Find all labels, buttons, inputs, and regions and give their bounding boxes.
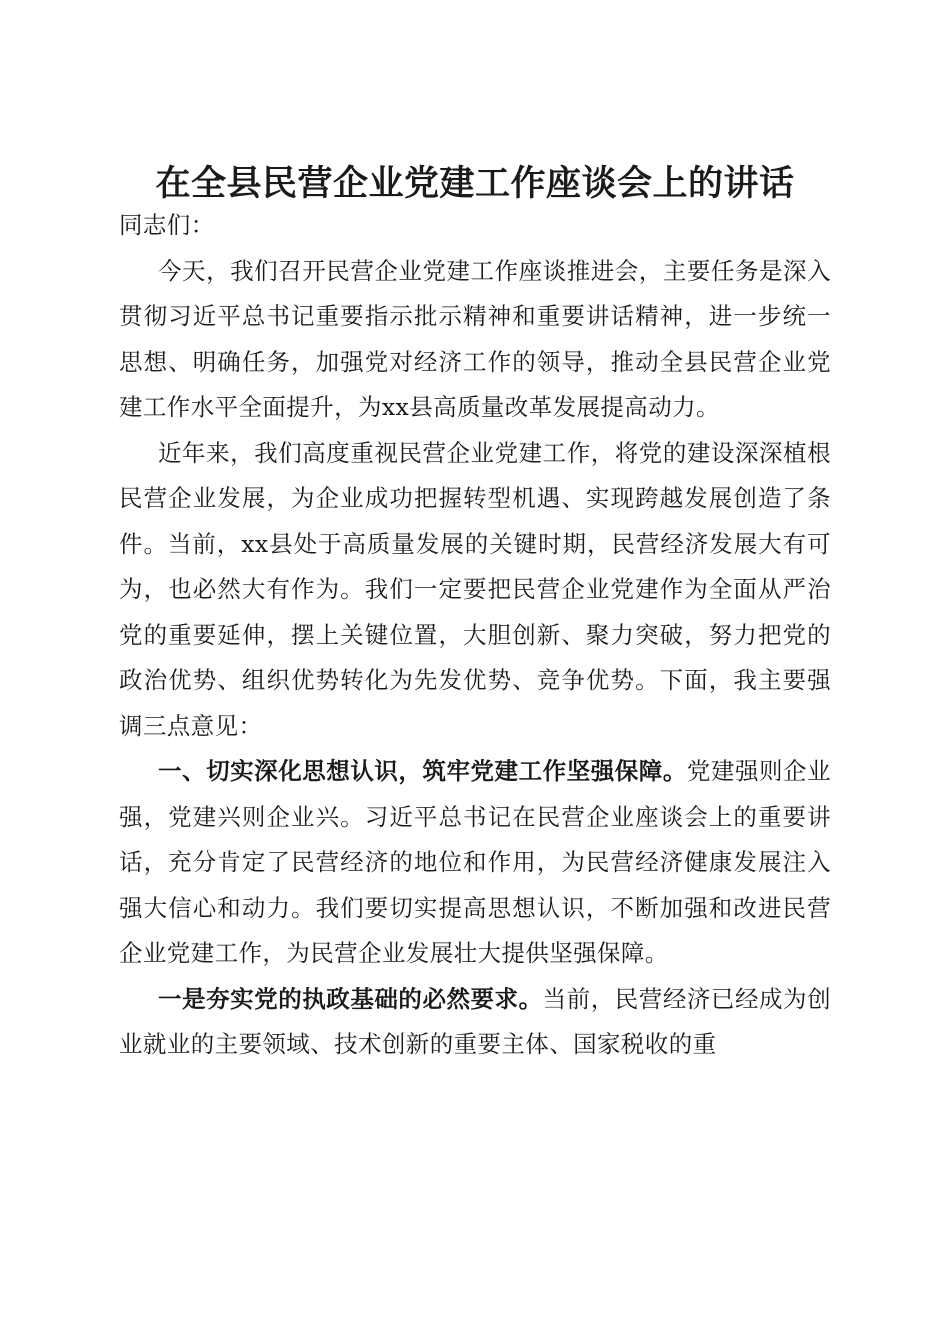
paragraph-1	[119, 249, 831, 431]
paragraph-text: 当前，民营经济已经成为创业就业的主要领域、技术创新的重要主体、国家税收的重	[119, 984, 831, 1058]
subsection-heading: 一是夯实党的执政基础的必然要求。	[158, 984, 543, 1013]
salutation: 同志们：	[119, 211, 215, 239]
document-body	[119, 203, 831, 1068]
paragraph-2	[119, 431, 831, 750]
paragraph-text: 党建强则企业强，党建兴则企业兴。习近平总书记在民营企业座谈会上的重要讲话，充分肯定了民营经济的地位和作用，为民营经济健康发展注入强大信心和动力。我们要切实提高思想认识，不断加强和改进民营企业党建工作，为民营企业发展壮大提供坚强保障。	[119, 757, 831, 967]
paragraph-text: 今天，我们召开民营企业党建工作座谈推进会，主要任务是深入贯彻习近平总书记重要指示批示精神和重要讲话精神，进一步统一思想、明确任务，加强党对经济工作的领导，推动全县民营企业党建工作水平全面提升，为xx县高质量改革发展提高动力。	[119, 256, 831, 421]
paragraph-3	[119, 749, 831, 977]
paragraph-text: 近年来，我们高度重视民营企业党建工作，将党的建设深深植根民营企业发展，为企业成功把握转型机遇、实现跨越发展创造了条件。当前，xx县处于高质量发展的关键时期，民营经济发展大有可为，也必然大有作为。我们一定要把民营企业党建作为全面从严治党的重要延伸，摆上关键位置，大胆创新、聚力突破，努力把党的政治优势、组织优势转化为先发优势、竞争优势。下面，我主要强调三点意见：	[119, 438, 831, 740]
document-title: 在全县民营企业党建工作座谈会上的讲话	[155, 163, 795, 205]
paragraph-4	[119, 977, 831, 1068]
section-heading: 一、切实深化思想认识，筑牢党建工作坚强保障。	[158, 757, 687, 785]
